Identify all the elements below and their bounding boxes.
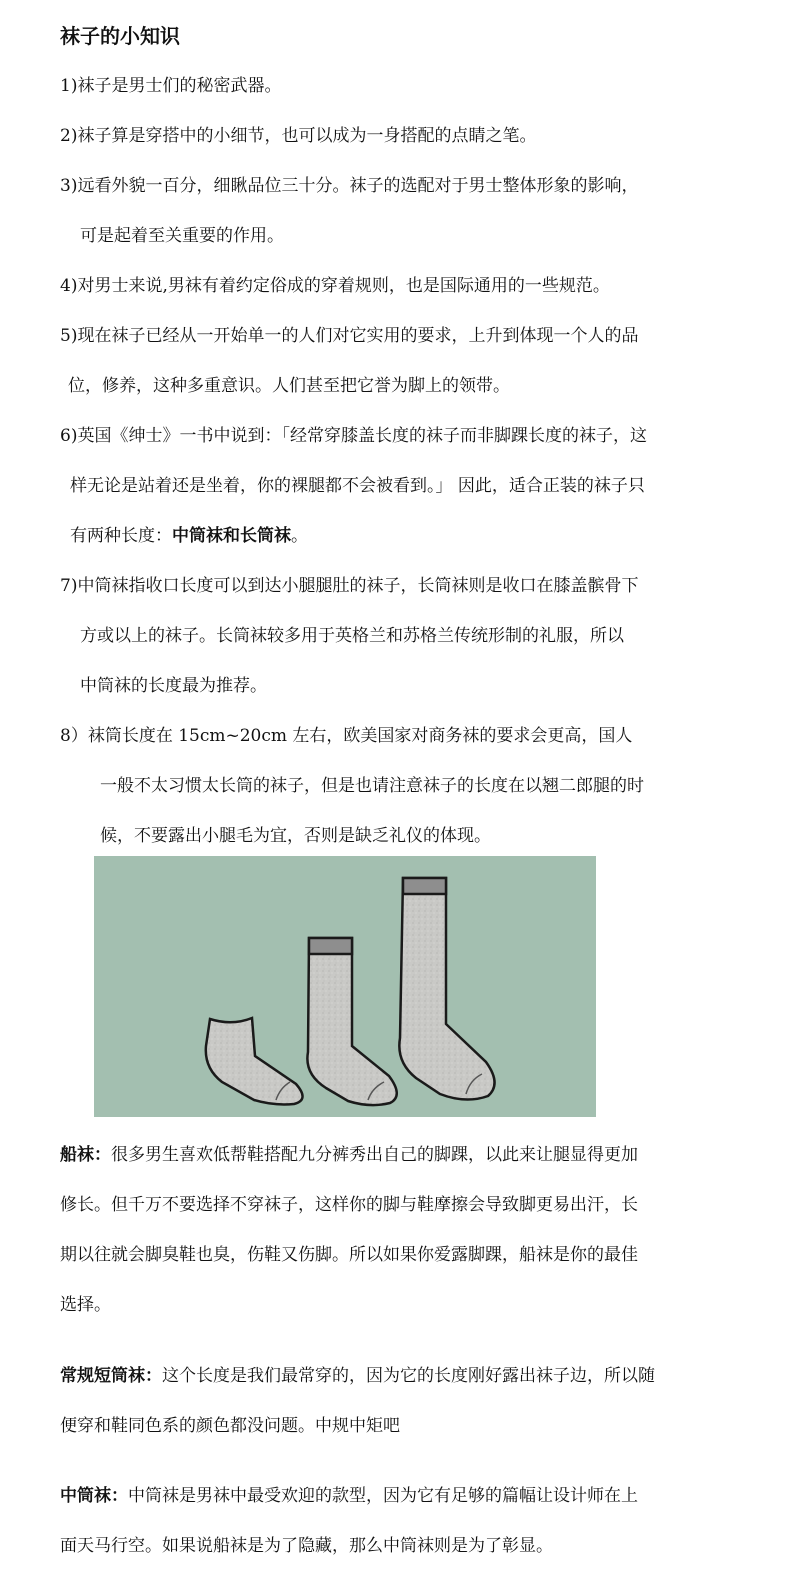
point-8-line-2: 一般不太习惯太长筒的袜子，但是也请注意袜子的长度在以翘二郎腿的时 [100,776,644,796]
point-5-line-2: 位，修养，这种多重意识。人们甚至把它誉为脚上的领带。 [68,376,510,396]
boat-sock-text-1: 很多男生喜欢低帮鞋搭配九分裤秀出自己的脚踝，以此来让腿显得更加 [111,1145,638,1165]
point-1: 1)袜子是男士们的秘密武器。 [60,76,282,96]
point-6-line-2: 样无论是站着还是坐着，你的裸腿都不会被看到。」 因此，适合正装的袜子只 [70,476,645,496]
boat-sock-line-2: 修长。但千万不要选择不穿袜子，这样你的脚与鞋摩擦会导致脚更易出汗，长 [60,1195,638,1215]
mid-sock-label: 中筒袜： [60,1486,128,1506]
point-5-line-1: 5)现在袜子已经从一开始单一的人们对它实用的要求，上升到体现一个人的品 [60,326,639,346]
mid-sock-line-1 [60,1481,638,1506]
point-3-line-1: 3)远看外貌一百分，细瞅品位三十分。袜子的选配对于男士整体形象的影响， [60,176,639,196]
boat-sock-label: 船袜： [60,1145,111,1165]
mid-sock-line-2: 面天马行空。如果说船袜是为了隐藏，那么中筒袜则是为了彰显。 [60,1536,553,1556]
point-3-line-2: 可是起着至关重要的作用。 [80,226,284,246]
boat-sock-line-1 [60,1140,638,1165]
point-4: 4)对男士来说,男袜有着约定俗成的穿着规则，也是国际通用的一些规范。 [60,276,610,296]
sock-lengths-illustration [94,856,596,1117]
short-sock-line-2: 便穿和鞋同色系的颜色都没问题。中规中矩吧 [60,1416,400,1436]
point-6-line-1: 6)英国《绅士》一书中说到：「经常穿膝盖长度的袜子而非脚踝长度的袜子，这 [60,426,647,446]
short-sock-line-1 [60,1361,655,1386]
point-7-line-2: 方或以上的袜子。长筒袜较多用于英格兰和苏格兰传统形制的礼服，所以 [80,626,624,646]
boat-sock-line-3: 期以往就会脚臭鞋也臭，伤鞋又伤脚。所以如果你爱露脚踝，船袜是你的最佳 [60,1245,638,1265]
point-6-emphasis: 中筒袜和长筒袜 [172,526,291,546]
mid-calf-sock-icon [307,938,396,1105]
page-title: 袜子的小知识 [60,24,180,48]
point-7-line-3: 中筒袜的长度最为推荐。 [80,676,267,696]
point-8-line-3: 候，不要露出小腿毛为宜，否则是缺乏礼仪的体现。 [100,826,491,846]
point-2: 2)袜子算是穿搭中的小细节，也可以成为一身搭配的点睛之笔。 [60,126,537,146]
short-sock-text-1: 这个长度是我们最常穿的，因为它的长度刚好露出袜子边，所以随 [162,1366,655,1386]
boat-sock-icon [206,1018,303,1105]
sock-lengths-svg [94,856,596,1117]
point-6-line-3 [70,521,308,546]
point-6-period: 。 [291,526,308,546]
mid-sock-text-1: 中筒袜是男袜中最受欢迎的款型，因为它有足够的篇幅让设计师在上 [128,1486,638,1506]
knee-high-sock-icon [399,878,494,1100]
point-6-line-3-text: 有两种长度： [70,526,172,546]
point-8-line-1: 8）袜筒长度在 15cm~20cm 左右，欧美国家对商务袜的要求会更高，国人 [60,726,633,746]
short-sock-label: 常规短筒袜： [60,1366,162,1386]
point-7-line-1: 7)中筒袜指收口长度可以到达小腿腿肚的袜子，长筒袜则是收口在膝盖髌骨下 [60,576,639,596]
boat-sock-line-4: 选择。 [60,1295,111,1315]
